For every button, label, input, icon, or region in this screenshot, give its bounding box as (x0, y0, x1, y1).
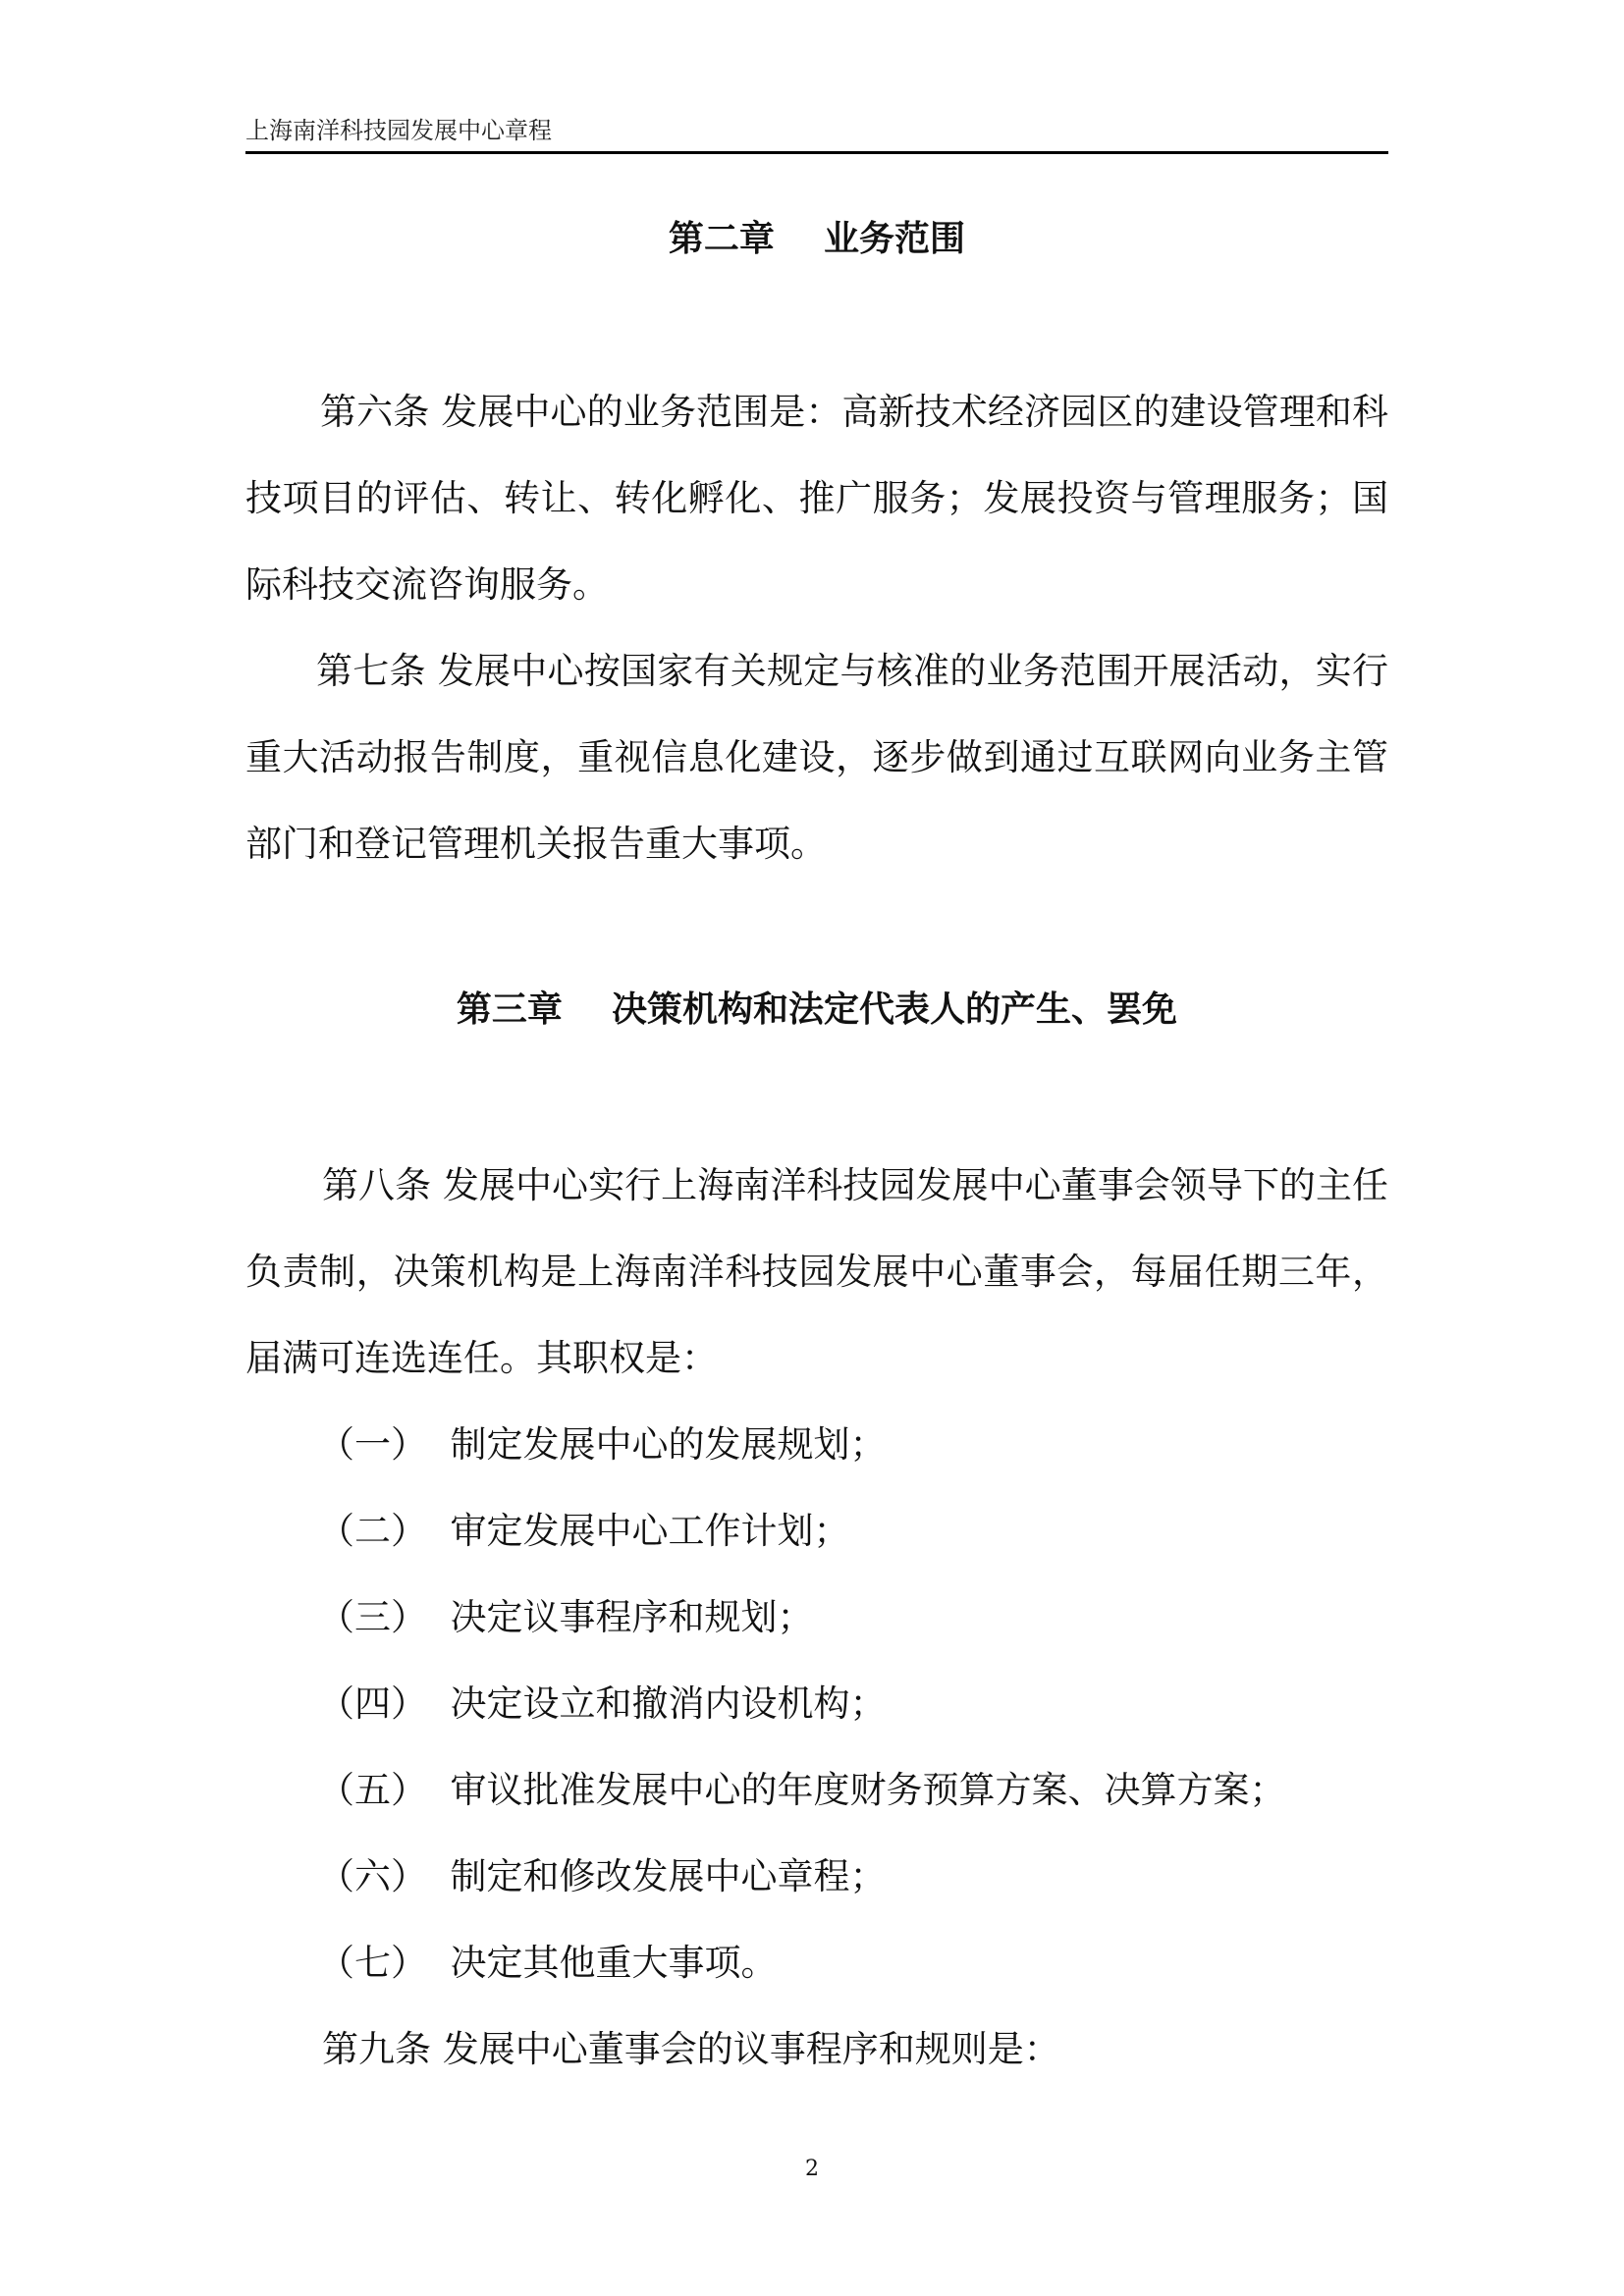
chapter-2-heading: 第二章 业务范围 (668, 219, 966, 259)
chapter-3-heading: 第三章 决策机构和法定代表人的产生、罢免 (456, 989, 1178, 1030)
power-item-3: （三） 决定议事程序和规划； (318, 1596, 814, 1638)
power-item-5: （五） 审议批准发展中心的年度财务预算方案、决算方案； (318, 1769, 1286, 1811)
power-item-4: （四） 决定设立和撤消内设机构； (318, 1682, 887, 1725)
article-7: 第七条 发展中心按国家有关规定与核准的业务范围开展活动，实行重大活动报告制度，重视信息化建设，逐步做到通过互联网向业务主管部门和登记管理机关报告重大事项。 (245, 650, 1388, 865)
article-8: 第八条 发展中心实行上海南洋科技园发展中心董事会领导下的主任负责制，决策机构是上海南洋科技园发展中心董事会，每届任期三年，届满可连选连任。其职权是： (245, 1164, 1388, 1379)
page-number: 2 (805, 2157, 819, 2181)
article-9: 第九条 发展中心董事会的议事程序和规则是： (322, 2028, 1060, 2070)
header-rule (245, 151, 1388, 154)
power-item-6: （六） 制定和修改发展中心章程； (318, 1855, 887, 1897)
power-item-7: （七） 决定其他重大事项。 (318, 1942, 778, 1984)
power-item-1: （一） 制定发展中心的发展规划； (318, 1423, 887, 1466)
power-item-2: （二） 审定发展中心工作计划； (318, 1510, 850, 1552)
article-6: 第六条 发展中心的业务范围是：高新技术经济园区的建设管理和科技项目的评估、转让、转化孵化、推广服务；发展投资与管理服务；国际科技交流咨询服务。 (245, 391, 1388, 606)
running-header: 上海南洋科技园发展中心章程 (245, 117, 552, 144)
